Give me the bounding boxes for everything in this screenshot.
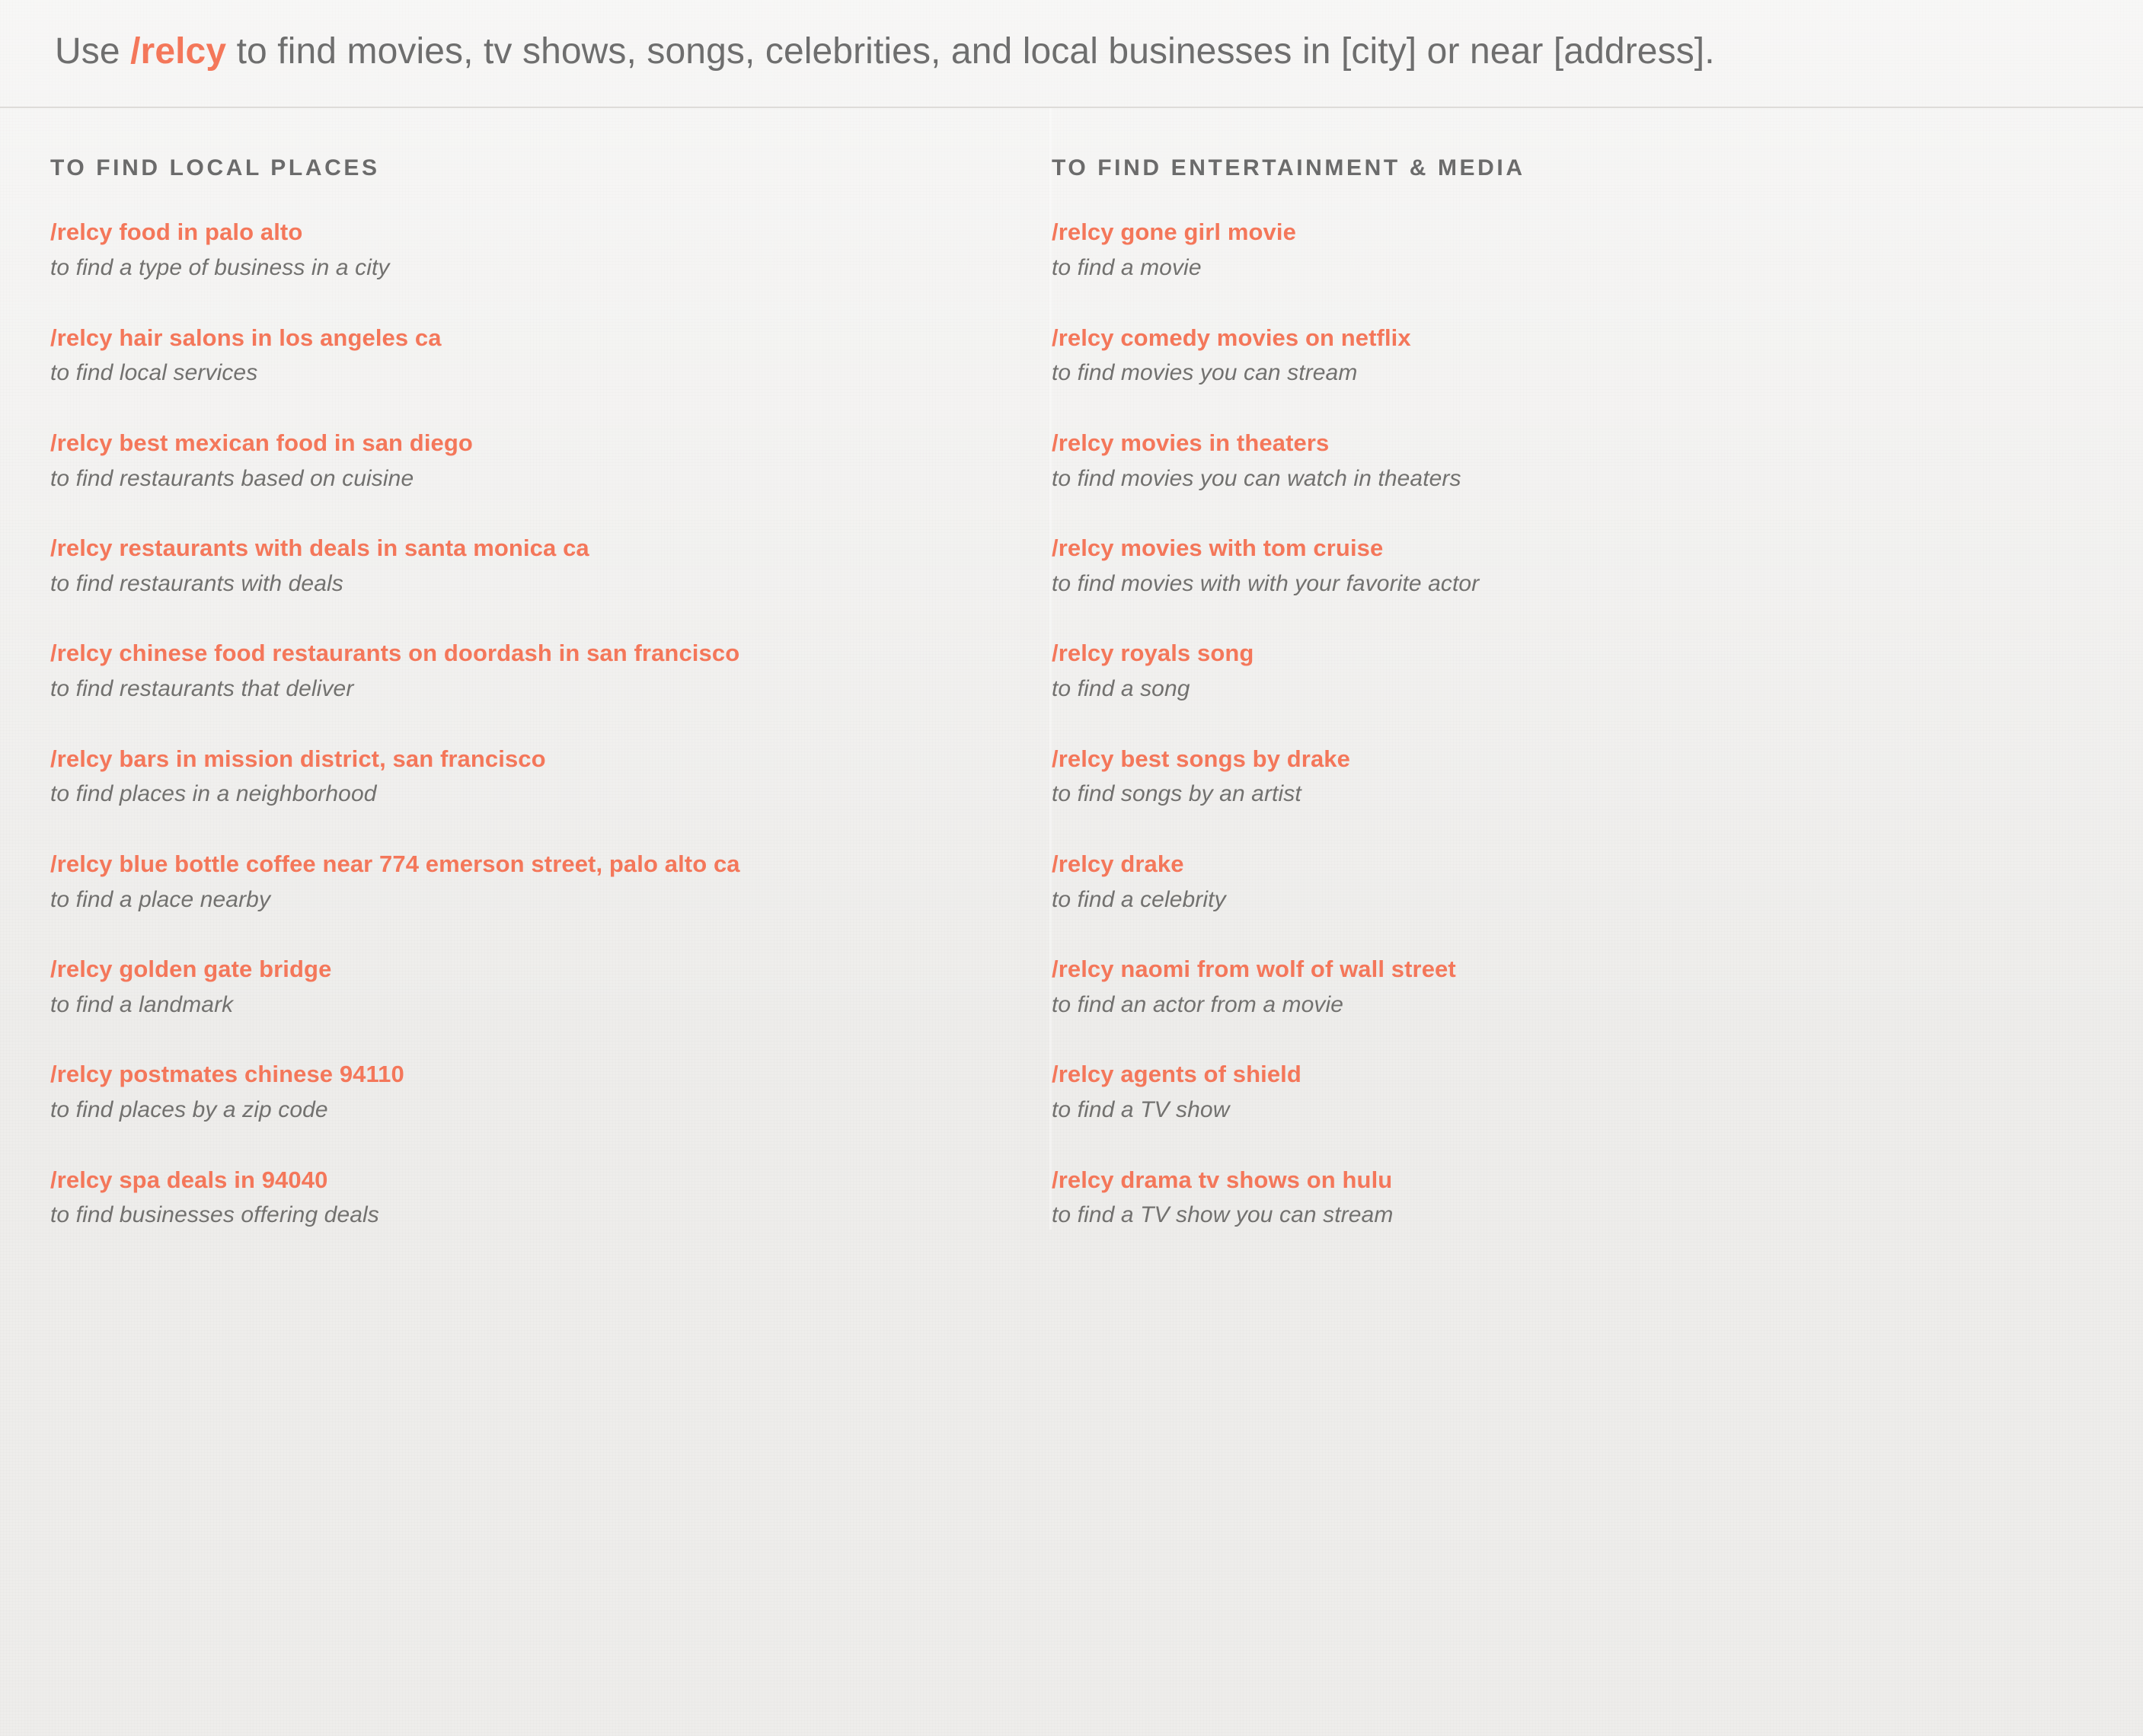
- example-description: to find an actor from a movie: [1052, 991, 1344, 1017]
- example-description: to find restaurants that deliver: [50, 676, 354, 702]
- example-query[interactable]: /relcy drake: [1052, 850, 1184, 877]
- relcy-command-keyword: /relcy: [130, 31, 227, 72]
- example-query[interactable]: /relcy blue bottle coffee near 774 emerson street, palo alto ca: [50, 850, 740, 877]
- example-query[interactable]: /relcy naomi from wolf of wall street: [1052, 956, 1456, 983]
- example-description: to find restaurants based on cuisine: [50, 465, 414, 491]
- example-item: [50, 745, 1028, 809]
- example-query[interactable]: /relcy movies in theaters: [1052, 429, 1330, 456]
- example-description: to find a TV show: [1052, 1097, 1230, 1123]
- example-description: to find movies you can watch in theaters: [1052, 465, 1461, 491]
- example-description: to find a movie: [1052, 255, 1202, 281]
- example-description: to find a place nearby: [50, 886, 271, 912]
- example-description: to find movies you can stream: [1052, 360, 1358, 386]
- column-local-places: [0, 108, 1051, 1230]
- example-query[interactable]: /relcy best songs by drake: [1052, 745, 1350, 772]
- column-entertainment-media: [1051, 108, 2143, 1230]
- example-item: [1052, 534, 2113, 598]
- example-query[interactable]: /relcy agents of shield: [1052, 1061, 1301, 1088]
- example-description: to find movies with with your favorite actor: [1052, 570, 1480, 596]
- example-item: [50, 1060, 1028, 1124]
- example-description: to find local services: [50, 360, 258, 386]
- intro-prefix: Use: [55, 31, 131, 72]
- example-item: [1052, 1060, 2113, 1124]
- intro-suffix: to find movies, tv shows, songs, celebrities, and local businesses in [city] or near [address].: [226, 31, 1715, 72]
- example-query[interactable]: /relcy bars in mission district, san francisco: [50, 745, 546, 772]
- example-description: to find places by a zip code: [50, 1097, 328, 1123]
- example-description: to find restaurants with deals: [50, 570, 343, 596]
- example-item: [1052, 218, 2113, 282]
- example-item: [50, 534, 1028, 598]
- example-query[interactable]: /relcy gone girl movie: [1052, 219, 1296, 246]
- intro-header: [0, 0, 2143, 108]
- example-item: [1052, 429, 2113, 493]
- example-query[interactable]: /relcy best mexican food in san diego: [50, 429, 473, 456]
- example-query[interactable]: /relcy drama tv shows on hulu: [1052, 1166, 1393, 1193]
- example-description: to find a song: [1052, 676, 1190, 702]
- example-query[interactable]: /relcy movies with tom cruise: [1052, 535, 1384, 562]
- examples-columns: [0, 108, 2143, 1230]
- example-query[interactable]: /relcy postmates chinese 94110: [50, 1061, 404, 1088]
- example-item: [1052, 850, 2113, 914]
- example-query[interactable]: /relcy comedy movies on netflix: [1052, 324, 1411, 351]
- example-query[interactable]: /relcy spa deals in 94040: [50, 1166, 328, 1193]
- example-item: [1052, 639, 2113, 703]
- example-item: [50, 639, 1028, 703]
- example-item: [50, 218, 1028, 282]
- example-item: [50, 955, 1028, 1019]
- example-description: to find a landmark: [50, 991, 234, 1017]
- example-description: to find songs by an artist: [1052, 781, 1301, 807]
- example-item: [1052, 1166, 2113, 1230]
- example-item: [50, 324, 1028, 388]
- column-title-local-places: TO FIND LOCAL PLACES: [50, 155, 380, 181]
- example-query[interactable]: /relcy food in palo alto: [50, 219, 303, 246]
- example-query[interactable]: /relcy chinese food restaurants on doordash in san francisco: [50, 640, 740, 667]
- example-item: [50, 429, 1028, 493]
- example-query[interactable]: /relcy restaurants with deals in santa monica ca: [50, 535, 589, 562]
- example-description: to find a celebrity: [1052, 886, 1226, 912]
- example-query[interactable]: /relcy royals song: [1052, 640, 1254, 667]
- example-description: to find a type of business in a city: [50, 255, 390, 281]
- intro-text: [55, 29, 1806, 75]
- example-item: [1052, 324, 2113, 388]
- example-query[interactable]: /relcy golden gate bridge: [50, 956, 332, 983]
- example-query[interactable]: /relcy hair salons in los angeles ca: [50, 324, 442, 351]
- example-description: to find businesses offering deals: [50, 1202, 379, 1228]
- example-description: to find places in a neighborhood: [50, 781, 377, 807]
- example-item: [50, 1166, 1028, 1230]
- example-item: [50, 850, 1028, 914]
- example-item: [1052, 745, 2113, 809]
- example-item: [1052, 955, 2113, 1019]
- example-description: to find a TV show you can stream: [1052, 1202, 1394, 1228]
- column-title-entertainment-media: TO FIND ENTERTAINMENT & MEDIA: [1052, 155, 1525, 181]
